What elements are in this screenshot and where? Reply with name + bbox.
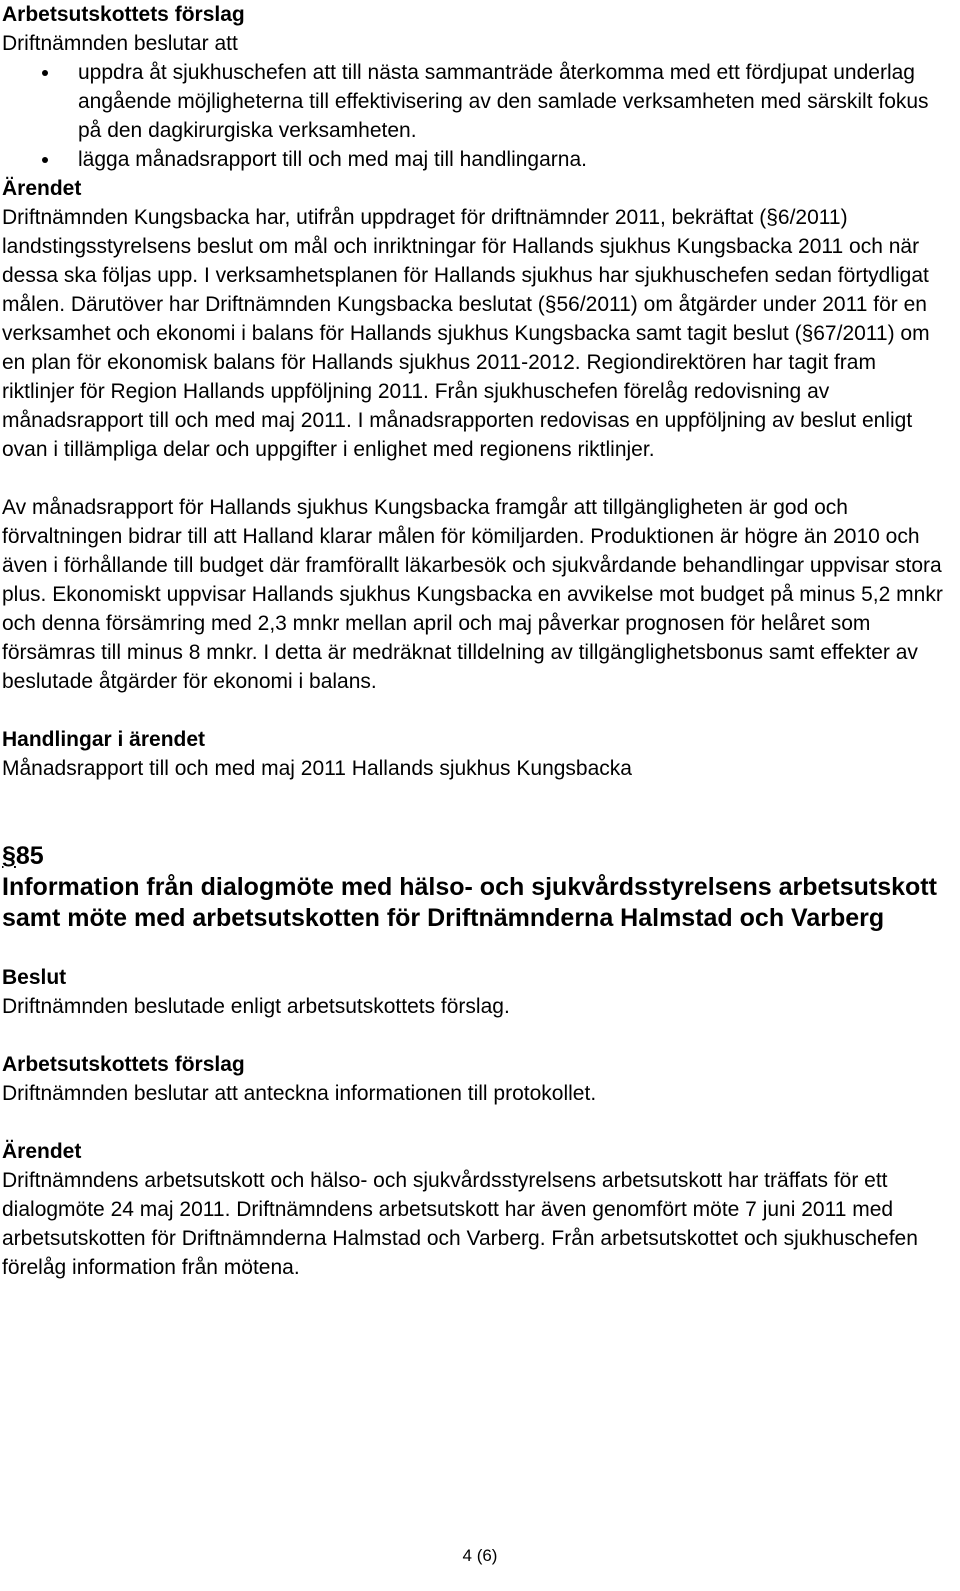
bullet-text: uppdra åt sjukhuschefen att till nästa sammanträde återkomma med ett fördjupat underlag angående möjligheterna till effektivisering av den samlade verksamheten med särskilt fokus på den dagkirurgiska verksamheten. xyxy=(78,61,929,142)
section-number xyxy=(2,841,954,872)
spacer xyxy=(2,464,954,493)
matter-text: Driftnämndens arbetsutskott och hälso- och sjukvårdsstyrelsens arbetsutskott har träffats för ett dialogmöte 24 maj 2011. Driftnämndens arbetsutskott har även genomfört möte 7 juni 2011 med arbetsutskotten för Driftnämnderna Halmstad och Varberg. Från arbetsutskottet och sjukhuschefen förelåg information från mötena. xyxy=(2,1169,918,1279)
bullet-icon xyxy=(42,70,48,76)
proposal-intro: Driftnämnden beslutar att xyxy=(2,32,238,55)
proposal-text: Driftnämnden beslutar att anteckna informationen till protokollet. xyxy=(2,1082,597,1105)
heading-decision: Beslut xyxy=(2,966,67,989)
section-title: Information från dialogmöte med hälso- och sjukvårdsstyrelsens arbetsutskott samt möte med arbetsutskotten för Driftnämnderna Halmstad och Varberg xyxy=(2,873,937,932)
section-number-value: 85 xyxy=(15,842,44,870)
heading-proposal-2: Arbetsutskottets förslag xyxy=(2,1053,245,1076)
spacer xyxy=(2,696,954,725)
spacer xyxy=(2,934,954,963)
decision-text: Driftnämnden beslutade enligt arbetsutskottets förslag. xyxy=(2,995,510,1018)
proposal-bullet-list xyxy=(2,58,954,174)
heading-matter: Ärendet xyxy=(2,177,82,200)
heading-matter-2: Ärendet xyxy=(2,1140,82,1163)
matter-paragraph-2: Av månadsrapport för Hallands sjukhus Kungsbacka framgår att tillgängligheten är god och förvaltningen bidrar till att Halland klarar målen för kömiljarden. Produktionen är högre än 2010 och även i förhållande till budget där framförallt läkarbesök och sjukvårdande behandlingar uppvisar stora plus. Ekonomiskt uppvisar Hallands sjukhus Kungsbacka en avvikelse mot budget på minus 5,2 mnkr och denna försämring med 2,3 mnkr mellan april och maj påverkar prognosen för helåret som försämras till minus 8 mnkr. I detta är medräknat tilldelning av tillgänglighetsbonus samt effekter av beslutade åtgärder för ekonomi i balans. xyxy=(2,496,943,693)
matter-paragraph-1: Driftnämnden Kungsbacka har, utifrån uppdraget för driftnämnder 2011, bekräftat (§6/2011) landstingsstyrelsens beslut om mål och inriktningar för Hallands sjukhus Kungsbacka 2011 och när dessa ska följas upp. I verksamhetsplanen för Hallands sjukhus har sjukhuschefen sedan förtydligat målen. Därutöver har Driftnämnden Kungsbacka beslutat (§56/2011) om åtgärder under 2011 för en verksamhet och ekonomi i balans för Hallands sjukhus Kungsbacka samt tagit beslut (§67/2011) om en plan för ekonomisk balans för Hallands sjukhus 2011-2012. Regiondirektören har tagit fram riktlinjer för Region Hallands uppföljning 2011. Från sjukhuschefen förelåg redovisning av månadsrapport till och med maj 2011. I månadsrapporten redovisas en uppföljning av beslut enligt ovan i tillämpliga delar och uppgifter i enlighet med regionens riktlinjer. xyxy=(2,206,930,461)
list-item xyxy=(2,58,954,145)
spacer xyxy=(2,1021,954,1050)
spacer xyxy=(2,783,954,841)
document-content xyxy=(2,0,954,1282)
documents-text: Månadsrapport till och med maj 2011 Hallands sjukhus Kungsbacka xyxy=(2,757,632,780)
paragraph-symbol: § xyxy=(2,842,16,870)
bullet-text: lägga månadsrapport till och med maj till handlingarna. xyxy=(78,148,587,171)
bullet-icon xyxy=(42,157,48,163)
list-item xyxy=(2,145,954,174)
page-number: 4 (6) xyxy=(462,1546,498,1565)
heading-proposal: Arbetsutskottets förslag xyxy=(2,3,245,26)
spacer xyxy=(2,1108,954,1137)
heading-documents: Handlingar i ärendet xyxy=(2,728,206,751)
